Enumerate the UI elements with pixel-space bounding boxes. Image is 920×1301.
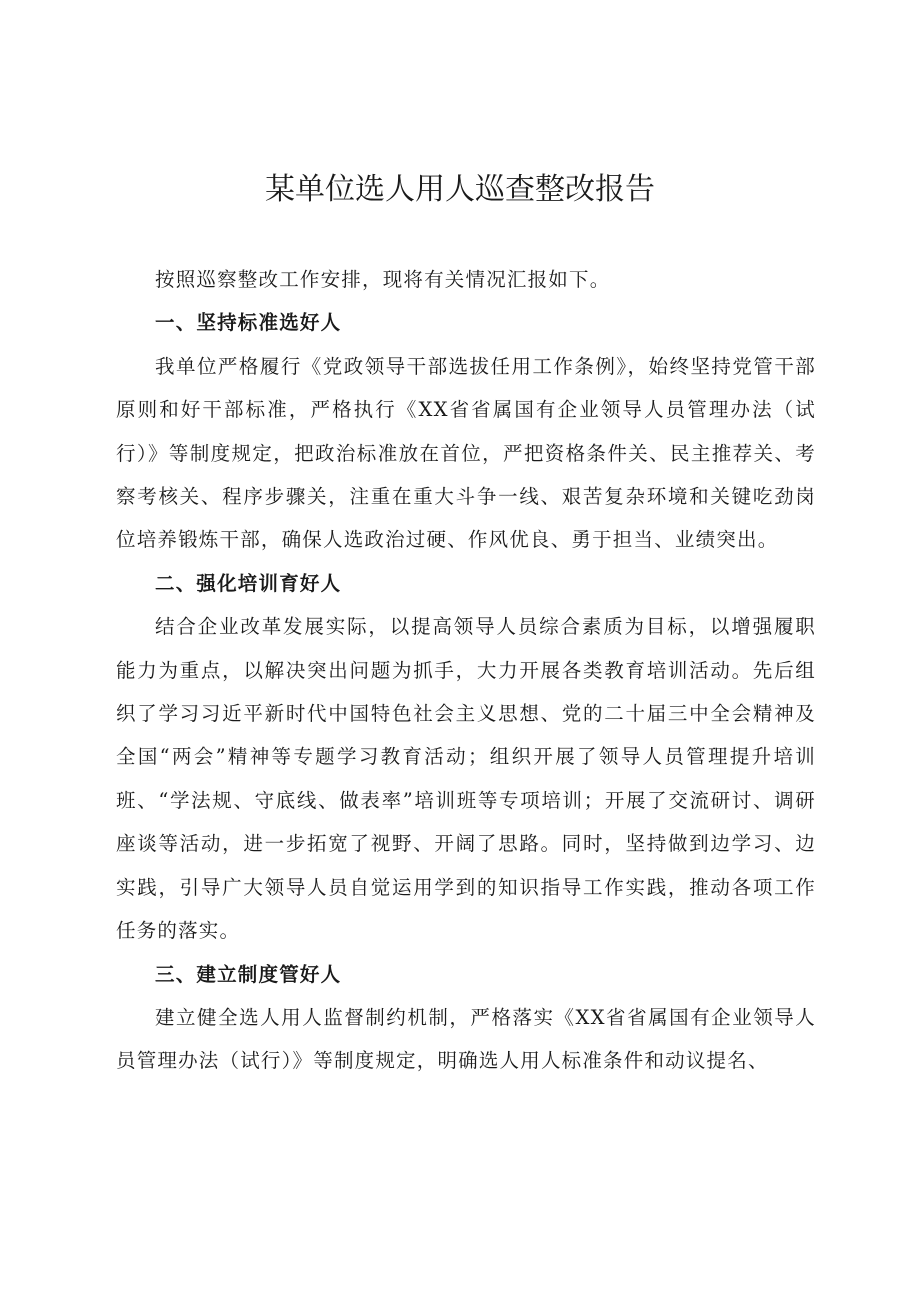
section-paragraph-3: 建立健全选人用人监督制约机制，严格落实《XX省省属国有企业领导人员管理办法（试行）》等制度规定，明确选人用人标准条件和动议提名、: [116, 1005, 816, 1073]
intro-paragraph: 按照巡察整改工作安排，现将有关情况汇报如下。: [155, 268, 611, 291]
section-heading-2: 二、强化培训育好人: [155, 571, 342, 595]
document-title: 某单位选人用人巡查整改报告: [265, 172, 655, 207]
section-heading-1: 一、坚持标准选好人: [155, 311, 342, 335]
document-body: [116, 258, 816, 1083]
section-paragraph-1: 我单位严格履行《党政领导干部选拔任用工作条例》，始终坚持党管干部原则和好干部标准，严格执行《XX省省属国有企业领导人员管理办法（试行）》等制度规定，把政治标准放在首位，严把资格条件关、民主推荐关、考察考核关、程序步骤关，注重在重大斗争一线、艰苦复杂环境和关键吃劲岗位培养锻炼干部，确保人选政治过硬、作风优良、勇于担当、业绩突出。: [116, 354, 816, 552]
section-heading-3: 三、建立制度管好人: [155, 962, 342, 986]
section-paragraph-2: 结合企业改革发展实际，以提高领导人员综合素质为目标，以增强履职能力为重点，以解决突出问题为抓手，大力开展各类教育培训活动。先后组织了学习习近平新时代中国特色社会主义思想、党的二十届三中全会精神及全国“两会”精神等专题学习教育活动；组织开展了领导人员管理提升培训班、“学法规、守底线、做表率”培训班等专项培训；开展了交流研讨、调研座谈等活动，进一步拓宽了视野、开阔了思路。同时，坚持做到边学习、边实践，引导广大领导人员自觉运用学到的知识指导工作实践，推动各项工作任务的落实。: [116, 615, 816, 943]
